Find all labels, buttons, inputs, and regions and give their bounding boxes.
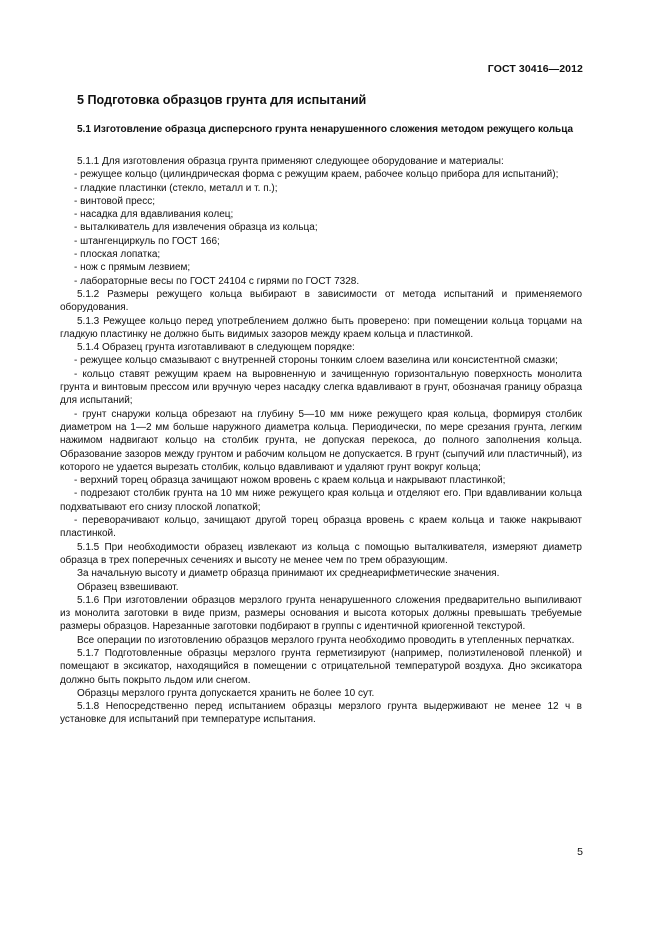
list-item: - нож с прямым лезвием; <box>74 262 191 274</box>
list-item: - насадка для вдавливания колец; <box>74 209 234 221</box>
list-item: - подрезают столбик грунта на 10 мм ниже режущего края кольца и отделяют его. При вдавливании кольца подхватывают его снизу плоской лопаткой; <box>60 488 582 513</box>
paragraph: 5.1.6 При изготовлении образцов мерзлого грунта ненарушенного сложения предварительно выпиливают из монолита заготовки в виде призм, размеры основания и высота которых должны превышать требуемые размеры образцов. Нарезанные заготовки подбирают в группы с идентичной криогенной текстурой. <box>60 594 582 633</box>
paragraph: Образец взвешивают. <box>77 581 179 593</box>
list-item: - гладкие пластинки (стекло, металл и т. п.); <box>74 182 278 194</box>
list-item: - лабораторные весы по ГОСТ 24104 с гирями по ГОСТ 7328. <box>74 275 360 287</box>
paragraph: 5.1.7 Подготовленные образцы мерзлого грунта герметизируют (например, полиэтиленовой пленкой) и помещают в эксикатор, находящийся в помещении с отрицательной температурой воздуха. Дно эксикатора должно быть покрыто льдом или снегом. <box>60 647 582 686</box>
list-item: - верхний торец образца зачищают ножом вровень с краем кольца и накрывают пластинкой; <box>74 475 506 487</box>
paragraph: 5.1.8 Непосредственно перед испытанием образцы мерзлого грунта выдерживают не менее 12 ч в установке для испытаний при температуре испытания. <box>60 701 582 726</box>
paragraph: Образцы мерзлого грунта допускается хранить не более 10 сут. <box>77 687 375 699</box>
body-text <box>60 155 582 727</box>
list-item: - режущее кольцо (цилиндрическая форма с режущим краем, рабочее кольцо прибора для испытаний); <box>74 169 559 181</box>
list-item: - переворачивают кольцо, зачищают другой торец образца вровень с краем кольца и также накрывают пластинкой. <box>60 515 582 540</box>
list-item: - грунт снаружи кольца обрезают на глубину 5—10 мм ниже режущего края кольца, формируя столбик диаметром на 1—2 мм больше наружного диаметра кольца. Периодически, по мере срезания грунта, легким нажимом надвигают кольцо на столбик грунта, не допуская перекоса, до полного заполнения кольца. Образование зазоров между грунтом и рабочим кольцом не допускается. В грунт (сыпучий или пластичный), из которого не удается вырезать столбик, кольцо вдавливают и удаляют грунт вокруг кольца; <box>60 408 582 473</box>
list-item: - выталкиватель для извлечения образца из кольца; <box>74 222 318 234</box>
list-item: - кольцо ставят режущим краем на выровненную и зачищенную горизонтальную поверхность монолита грунта и винтовым прессом или вручную через насадку слегка вдавливают в грунт, обозначая границу образца для испытаний; <box>60 368 582 407</box>
list-item: - плоская лопатка; <box>74 249 161 261</box>
paragraph: 5.1.3 Режущее кольцо перед употреблением должно быть проверено: при помещении кольца торцами на гладкую пластинку не должно быть видимых зазоров между краем кольца и пластинкой. <box>60 315 582 340</box>
subsection-title: 5.1 Изготовление образца дисперсного грунта ненарушенного сложения методом режущего кольца <box>77 124 574 135</box>
paragraph: 5.1.4 Образец грунта изготавливают в следующем порядке: <box>77 342 355 354</box>
standard-designation: ГОСТ 30416—2012 <box>487 63 583 75</box>
paragraph: Все операции по изготовлению образцов мерзлого грунта необходимо проводить в утепленных перчатках. <box>77 634 575 646</box>
paragraph: 5.1.5 При необходимости образец извлекают из кольца с помощью выталкивателя, измеряют диаметр образца в трех поперечных сечениях и высоту не менее чем по трем образующим. <box>60 541 582 566</box>
list-item: - штангенциркуль по ГОСТ 166; <box>74 235 220 247</box>
paragraph: 5.1.1 Для изготовления образца грунта применяют следующее оборудование и материалы: <box>77 156 504 167</box>
page-number: 5 <box>577 846 583 858</box>
list-item: - винтовой пресс; <box>74 195 156 207</box>
paragraph: За начальную высоту и диаметр образца принимают их среднеарифметические значения. <box>77 568 500 580</box>
paragraph: 5.1.2 Размеры режущего кольца выбирают в зависимости от метода испытаний и применяемого оборудования. <box>60 288 582 314</box>
section-title: 5 Подготовка образцов грунта для испытаний <box>77 93 367 107</box>
list-item: - режущее кольцо смазывают с внутренней стороны тонким слоем вазелина или консистентной смазки; <box>74 355 558 367</box>
